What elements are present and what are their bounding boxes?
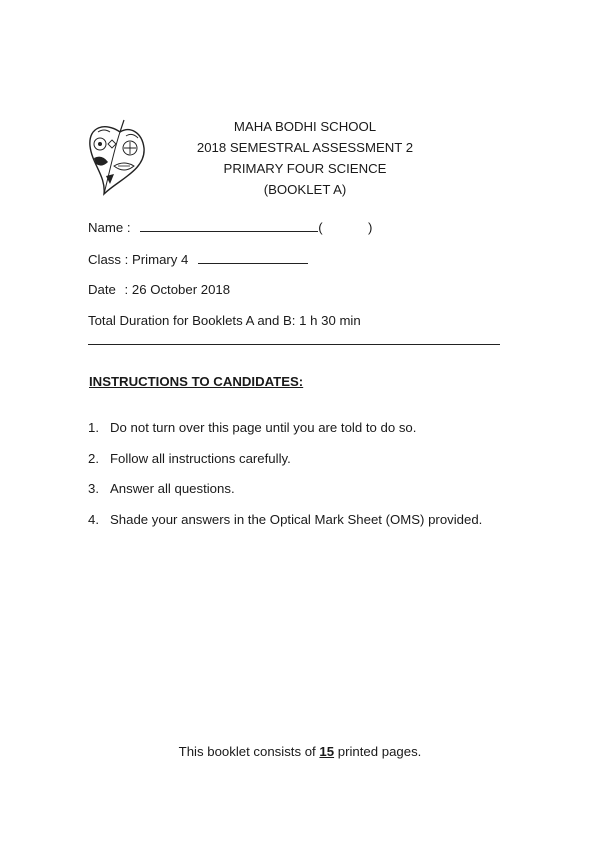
instructions-title: INSTRUCTIONS TO CANDIDATES: (89, 374, 304, 389)
duration-text: Total Duration for Booklets A and B: 1 h 30 min (88, 313, 361, 328)
footer-suffix: printed pages. (337, 744, 422, 759)
class-blank[interactable] (198, 251, 308, 264)
footer-prefix: This booklet consists of (178, 744, 316, 759)
page-count: 15 (319, 744, 335, 759)
school-logo-icon (84, 118, 152, 196)
class-field (88, 251, 308, 267)
instruction-item: 4. Shade your answers in the Optical Mark Sheet (OMS) provided. (88, 512, 483, 528)
subject-title: PRIMARY FOUR SCIENCE (223, 161, 387, 176)
instruction-item: 3. Answer all questions. (88, 481, 235, 497)
date-field (88, 282, 230, 297)
instruction-item: 2. Follow all instructions carefully. (88, 450, 291, 466)
name-label: Name : (88, 220, 131, 235)
divider-line (88, 344, 500, 345)
booklet-label: (BOOKLET A) (263, 182, 347, 197)
exam-title: 2018 SEMESTRAL ASSESSMENT 2 (196, 140, 414, 155)
exam-header (170, 116, 440, 200)
name-field (88, 219, 372, 235)
school-name: MAHA BODHI SCHOOL (233, 119, 377, 134)
class-number-open-paren: ( (318, 220, 323, 235)
date-label: Date (88, 282, 116, 297)
date-value: : 26 October 2018 (124, 282, 231, 297)
instruction-item: 1. Do not turn over this page until you are told to do so. (88, 420, 417, 435)
page-count-note (0, 744, 600, 759)
class-number-close-paren: ) (367, 220, 373, 235)
instructions-list (88, 420, 482, 543)
name-blank[interactable] (140, 219, 318, 232)
class-label: Class : Primary 4 (88, 252, 189, 267)
